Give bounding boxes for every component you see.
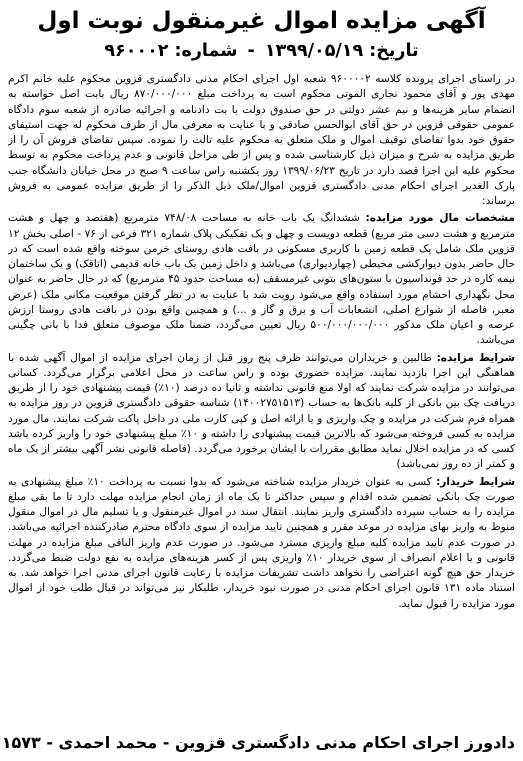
spec-text: ششدانگ یک باب خانه به مساحت ۷۴۸/۰۸ مترمربع (هفتصد و چهل و هشت مترمربع و هشت دسی متر مربع) قطعه دویست و چهل و یک تفکیکی پلاک شماره ۳۲۱ فرعی از ۷۶ - اصلی بخش ۱۲ قزوین ملک شامل یک قطعه زمین با کاربری مسکونی در بافت هادی روستای خرمن سوخته واقع شده است که در حال حاضر بدون دیوارکشی محیطی (چهاردیواری) می‌باشد و داخل زمین یک باب خانه قدیمی (اتاقک) و یک ساختمان نیمه کاره در حد فونداسیون با ستون‌های بتونی غیرمسقف (به مساحت حدود ۴۵ مترمربع) که در حال حاضر به عنوان محل نگهداری احشام مورد استفاده واقع می‌شود رویت شد با عنایت به در نظر گرفتن موقعیت مکانی ملک (عرض معبر، فاصله از شوارع اصلی، انشعابات آب و برق و گاز و ...) و همچنین واقع بودن در بافت هادی روستا ارزش عرصه و اعیان ملک مذکور ۵۰۰/۰۰۰/۰۰۰/۰۰۰ ریال تعیین می‌گردد، ضمنا ملک موصوف متعلق فدا با بانی چگینی می‌باشد. [8,212,515,347]
date-label: تاریخ: [369,41,419,61]
buyer-paragraph [8,475,515,612]
notice-title: آگهی مزایده اموال غیرمنقول نوبت اول [37,8,486,34]
signature-line: دادورز اجرای احکام مدنی دادگستری قزوین - محمد احمدی - ۱۵۷۳ [1,733,515,752]
spec-label: مشخصات مال مورد مزایده: [365,212,515,225]
number-label: شماره: [174,41,238,61]
notice-meta [8,38,515,68]
conditions-text: طالبین و خریداران می‌توانند ظرف پنج روز قبل از زمان اجرای مزایده از اموال آگهی شده با هماهنگی این اجرا بازدید نمایند. مزایده حضوری بوده و راس ساعت در محل اعلامی برگزار می‌گردد. کسانی می‌توانند در مزایده شرکت نمایند که اولا منع قانونی نداشته و ثانیا ده درصد (۱۰٪) قیمت پیشنهادی خود را از طریق دریافت چک بین بانکی از کلیه بانک‌ها به حساب (۱۴۰۰۲۷۵۱۵۱۳) شناسه حقوقی دادگستری قزوین در روز مزایده به همراه فرم شرکت در مزایده و چک واریزی و یا ارائه اصل و کپی کارت ملی در داخل پاکت شرکت نمایند. مال مورد مزایده به کسی فروخته می‌شود که بالاترین قیمت پیشنهادی را داشته و ۱۰٪ مبلغ پیشنهادی خود را واریز کرده باشد کسی که در مزایده اخلال نماید مطابق مقررات با ایشان برخورد می‌گردد. (فاصله قانونی نشر آگهی بیشتر از یک ماه و کمتر از ده روز نمی‌باشد) [8,351,515,471]
notice-body [8,72,515,723]
buyer-text: کسی به عنوان خریدار مزایده شناخته می‌شود که بدوا نسبت به پرداخت ۱۰٪ مبلغ پیشنهادی به صورت چک بانکی تضمین شده اقدام و سپس حداکثر تا یک ماه از زمان انجام مزایده مهلت دارد تا ما بقی مبلغ مزایده را به حساب سپرده دادگستری واریز نمایند. انتقال سند در اموال غیرمنقول و یا تسلیم مال در اموال منقول منوط به واریز بهای مزایده در موعد مقرر و همچنین تایید مزایده از سوی دادگاه محترم صادرکننده اجرائیه می‌باشد. در صورت عدم تایید مزایده کلیه مبلغ واریزی مسترد می‌شود. در صورت عدم واریز الباقی مبلغ مزایده در مهلت قانونی و یا اعلام انصراف از سوی خریدار ۱۰٪ واریزی پس از کسر هزینه‌های مزایده به نفع دولت ضبط می‌گردد. خریدار حق هیچ گونه اعتراضی را نخواهد داشت تشریفات مزایده با رعایت قانون اجرای مدنی اجرا خواهد شد. به استناد ماده ۱۳۱ قانون اجرای احکام مدنی در صورت نبود خریدار، طلبکار نیز می‌تواند در قبال طلب خود از اموال مورد مزایده را قبول نماید. [8,475,515,610]
intro-paragraph: در راستای اجرای پرونده کلاسه ۹۶۰۰۰۰۲ شعبه اول اجرای احکام مدنی دادگستری قزوین محکوم علیه خانم اکرم مهدی پور و آقای محمود نجاری الموتی محکوم است به پرداخت مبلغ ۸۷۰/۰۰۰/۰۰۰ ریال بابت اصل خواسته به انضمام سایر هزینه‌ها و نیم عشر دولتی در حق صندوق دولت با بت دادنامه و اجرائیه صادره از شعبه سوم دادگاه عمومی حقوقی قزوین در حق آقای ابوالحسن صادقی و با عنایت به معرفی مال از طرف محکوم له جهت استیفای حقوق خود بدوا تقاضای توقیف اموال و ملک متعلق به محکوم علیه تالث را نموده. سپس تقاضای فروش آن را از طریق مزایده به شرح و میزان ذیل کارشناسی شده و پس از طی مراحل قانونی و عدم پرداخت محکوم به توسط محکوم علیه این اجرا قصد دارد در تاریخ ۱۳۹۹/۰۶/۲۳ روز یکشنبه راس ساعت ۹ صبح در محل خیابان دانشگاه جنب پارک الغدیر اجرای احکام مدنی دادگستری قزوین اموال/ملک ذیل الذکر را از طریق مزایده عمومی به فروش برساند: [8,73,515,207]
number-value: ۹۶۰۰۰۲ [104,41,169,61]
date-value: ۱۳۹۹/۰۵/۱۹ [264,41,364,61]
spec-paragraph [8,211,515,348]
meta-separator: - [247,41,255,61]
buyer-label: شرایط خریدار: [436,475,515,488]
conditions-paragraph [8,351,515,473]
conditions-label: شرایط مزایده: [436,351,515,364]
